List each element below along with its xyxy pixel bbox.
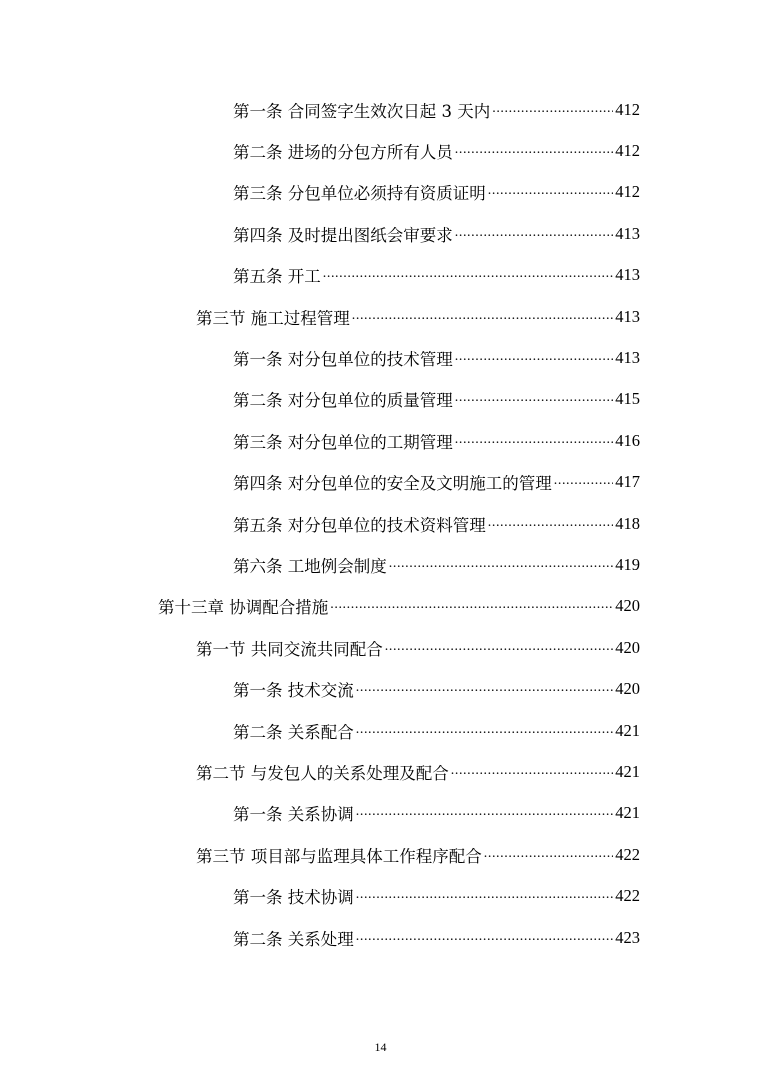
toc-entry-title: 第十三章 协调配合措施 [158, 598, 329, 618]
toc-entry[interactable] [0, 544, 761, 585]
toc-leader-dots [488, 514, 614, 534]
toc-entry[interactable] [0, 875, 761, 916]
toc-entry-page: 418 [615, 513, 640, 533]
toc-leader-dots [455, 431, 614, 451]
toc-entry[interactable] [0, 213, 761, 254]
toc-entry[interactable] [0, 255, 761, 296]
toc-entry[interactable] [0, 379, 761, 420]
toc-leader-dots [323, 265, 614, 285]
toc-leader-dots [356, 886, 614, 906]
toc-entry-title: 第一条 关系协调 [233, 805, 354, 825]
toc-leader-dots [356, 721, 614, 741]
toc-entry[interactable] [0, 462, 761, 503]
toc-entry-page: 420 [615, 596, 640, 616]
toc-leader-dots [352, 307, 614, 327]
toc-entry[interactable] [0, 130, 761, 171]
toc-entry-page: 412 [615, 141, 640, 161]
toc-entry-title: 第四条 及时提出图纸会审要求 [233, 225, 453, 245]
toc-entry-page: 412 [615, 182, 640, 202]
toc-entry-title: 第三条 对分包单位的工期管理 [233, 432, 453, 452]
toc-entry-page: 412 [615, 99, 640, 119]
toc-leader-dots [330, 596, 613, 616]
toc-entry-title: 第一节 共同交流共同配合 [196, 639, 383, 659]
page-number: 14 [374, 1040, 387, 1054]
toc-entry-section[interactable] [0, 296, 761, 337]
toc-entry-title: 第二条 进场的分包方所有人员 [233, 143, 453, 163]
toc-entry-page: 422 [615, 886, 640, 906]
toc-entry[interactable] [0, 172, 761, 213]
toc-leader-dots [451, 762, 614, 782]
toc-entry-page: 413 [615, 348, 640, 368]
toc-entry-title: 第五条 对分包单位的技术资料管理 [233, 515, 486, 535]
toc-leader-dots [389, 555, 614, 575]
toc-entry-title: 第二条 关系处理 [233, 929, 354, 949]
toc-entry-page: 420 [615, 637, 640, 657]
toc-leader-dots [356, 679, 614, 699]
toc-entry-title: 第二节 与发包人的关系处理及配合 [196, 763, 449, 783]
toc-entry-title: 第一条 对分包单位的技术管理 [233, 350, 453, 370]
toc-leader-dots [385, 638, 614, 658]
toc-entry-page: 419 [615, 554, 640, 574]
toc-entry-title: 第二条 对分包单位的质量管理 [233, 391, 453, 411]
toc-leader-dots [356, 803, 614, 823]
toc-entry[interactable] [0, 89, 761, 130]
toc-leader-dots [455, 348, 614, 368]
toc-entry-title: 第一条 技术交流 [233, 681, 354, 701]
table-of-contents [0, 89, 761, 958]
toc-entry[interactable] [0, 668, 761, 709]
toc-leader-dots [488, 182, 614, 202]
toc-entry-section[interactable] [0, 834, 761, 875]
toc-entry[interactable] [0, 917, 761, 958]
toc-entry[interactable] [0, 337, 761, 378]
toc-entry-title: 第三条 分包单位必须持有资质证明 [233, 184, 486, 204]
toc-entry-section[interactable] [0, 751, 761, 792]
toc-leader-dots [484, 845, 614, 865]
toc-entry-page: 422 [615, 844, 640, 864]
toc-leader-dots [455, 224, 614, 244]
toc-entry-title: 第一条 合同签字生效次日起 3 天内 [233, 101, 491, 121]
toc-leader-dots [356, 928, 614, 948]
toc-entry-page: 421 [615, 720, 640, 740]
toc-entry[interactable] [0, 710, 761, 751]
toc-entry-title: 第四条 对分包单位的安全及文明施工的管理 [233, 474, 552, 494]
toc-entry-page: 413 [615, 306, 640, 326]
toc-entry-title: 第三节 施工过程管理 [196, 308, 350, 328]
toc-entry-page: 416 [615, 430, 640, 450]
toc-entry-title: 第五条 开工 [233, 267, 321, 287]
toc-entry-page: 421 [615, 761, 640, 781]
toc-entry-page: 423 [615, 927, 640, 947]
toc-entry-page: 415 [615, 389, 640, 409]
toc-leader-dots [554, 472, 614, 492]
toc-entry-title: 第三节 项目部与监理具体工作程序配合 [196, 846, 482, 866]
toc-entry-page: 421 [615, 803, 640, 823]
toc-leader-dots [455, 389, 614, 409]
toc-entry-page: 413 [615, 223, 640, 243]
toc-entry[interactable] [0, 503, 761, 544]
toc-entry[interactable] [0, 420, 761, 461]
toc-entry-title: 第一条 技术协调 [233, 888, 354, 908]
toc-entry-page: 417 [615, 472, 640, 492]
toc-entry-title: 第二条 关系配合 [233, 722, 354, 742]
toc-leader-dots [492, 100, 613, 120]
toc-entry-page: 420 [615, 679, 640, 699]
toc-entry-section[interactable] [0, 627, 761, 668]
toc-entry-chapter[interactable] [0, 586, 761, 627]
toc-entry[interactable] [0, 793, 761, 834]
toc-leader-dots [455, 141, 614, 161]
toc-entry-page: 413 [615, 265, 640, 285]
toc-entry-title: 第六条 工地例会制度 [233, 556, 387, 576]
